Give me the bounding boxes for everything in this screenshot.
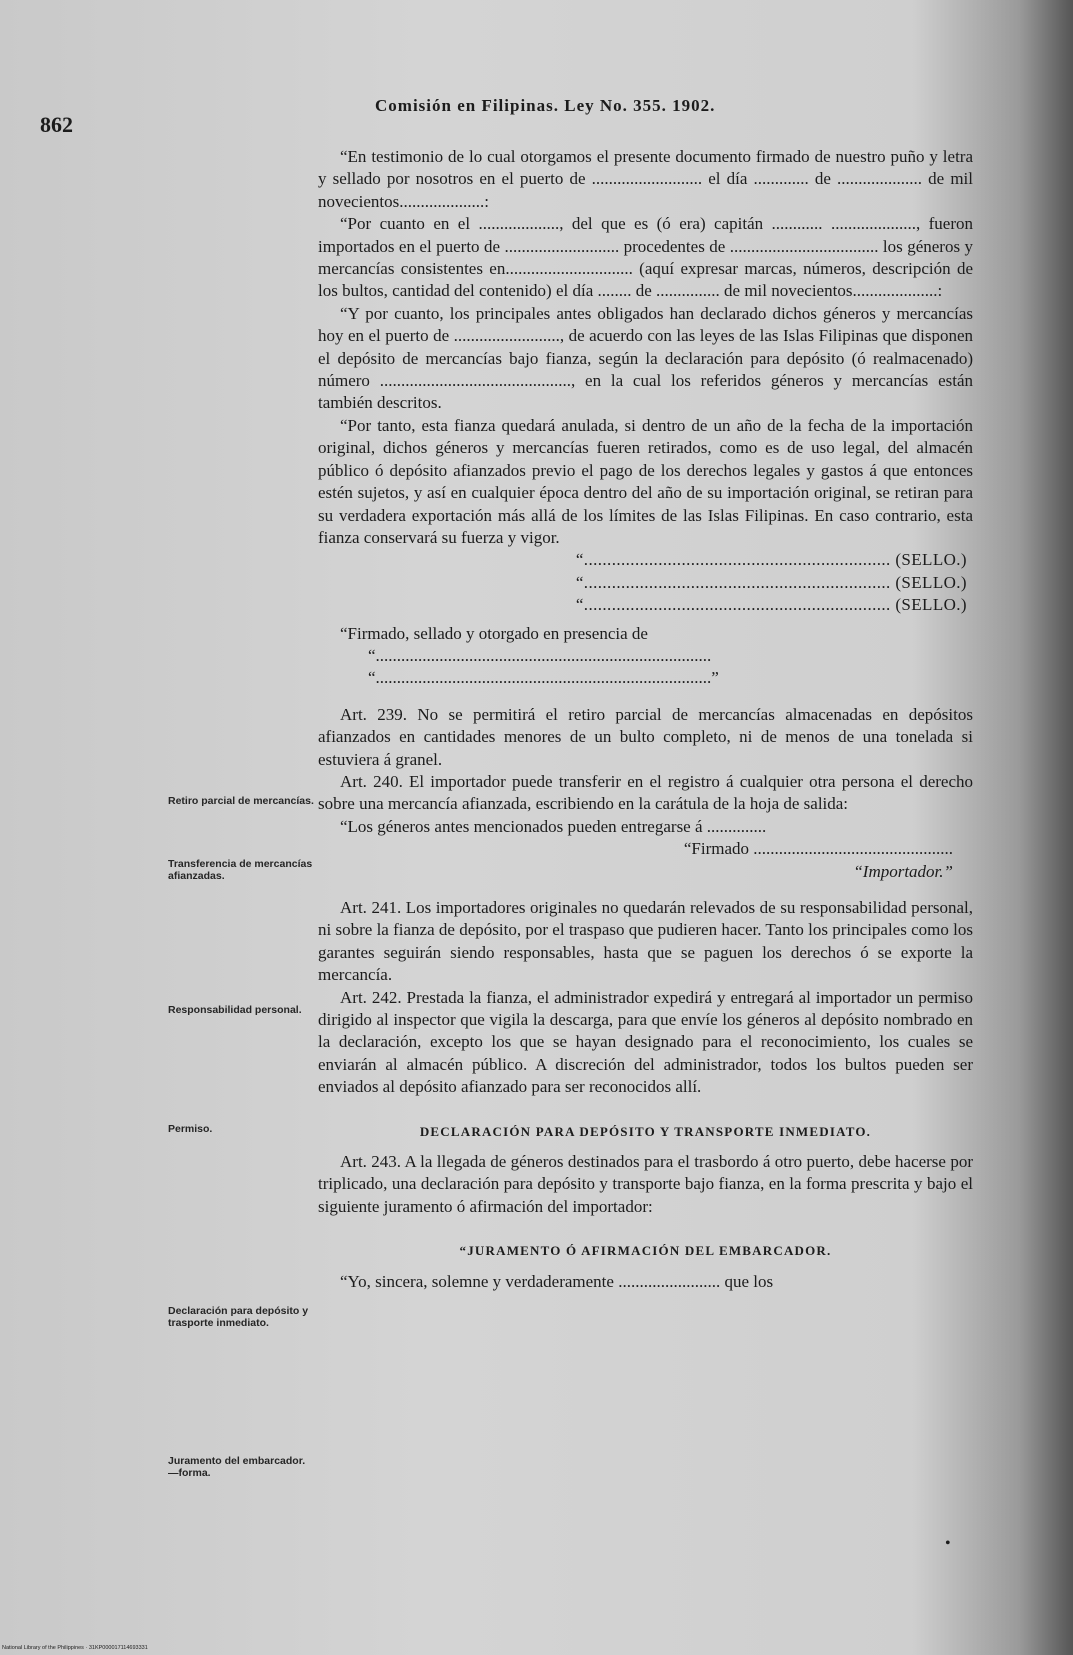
- margin-note-responsabilidad: Responsabilidad personal.: [168, 1004, 302, 1016]
- oath-first-line: “Yo, sincera, solemne y verdaderamente ........................ que los: [340, 1271, 774, 1291]
- margin-note-permiso: Permiso.: [168, 1123, 213, 1135]
- page-number: 862: [40, 112, 73, 137]
- section-heading: DECLARACIÓN PARA DEPÓSITO Y TRANSPORTE INMEDIATO.: [419, 1123, 872, 1139]
- article-240: Art. 240. El importador puede transferir en el registro á cualquier otra persona el derecho sobre una mercancía afianzada, escribiendo en la carátula de la hoja de salida:: [318, 771, 973, 814]
- margin-note-juramento: Juramento del embarcador. —forma.: [168, 1455, 306, 1479]
- witness-line: “...............................................................................: [368, 645, 712, 665]
- scan-credit: National Library of the Philippines · 31KP000017114693331: [2, 1645, 148, 1651]
- main-text-column: [318, 146, 973, 1293]
- seal-line: “.................................................................. (SELLO.): [575, 572, 967, 592]
- article-242: Art. 242. Prestada la fianza, el administrador expedirá y entregará al importador un permiso dirigido al inspector que vigila la descarga, para que envíe los géneros al depósito nombrado en la declaración, excepto los que se hayan designado para el reconocimiento, los cuales se enviarán al almacén público. A discreción del administrador, todos los bultos pueden ser enviados al depósito afianzado para ser reconocidos allí.: [318, 987, 973, 1097]
- article-239: Art. 239. No se permitirá el retiro parcial de mercancías almacenadas en depósitos afianzados en cantidades menores de un bulto completo, ni de menos de una tonelada si estuviera á granel.: [318, 704, 973, 769]
- bullet-mark: •: [945, 1535, 951, 1552]
- margin-note-transferencia: Transferencia de mercancías afianzadas.: [168, 858, 313, 882]
- paragraph-firmado: “Firmado, sellado y otorgado en presencia de: [340, 623, 648, 643]
- seal-line: “.................................................................. (SELLO.): [575, 550, 967, 570]
- paragraph-y-por-cuanto: “Y por cuanto, los principales antes obligados han declarado dichos géneros y mercancías hoy en el puerto de ........................., de acuerdo con las leyes de las Islas Filipinas que disponen el depósito de mercancías bajo fianza, según la declaración para depósito (ó realmacenado) número ............................................., en la cual los referidos géneros y mercancías están también descritos.: [318, 303, 973, 413]
- signature-line: “Firmado ...............................................: [683, 839, 953, 859]
- article-243: Art. 243. A la llegada de géneros destinados para el trasbordo á otro puerto, debe hacerse por triplicado, una declaración para depósito y transporte bajo fianza, en la forma prescrita y bajo el siguiente juramento ó afirmación del importador:: [318, 1152, 973, 1216]
- paragraph-por-cuanto: “Por cuanto en el ..................., del que es (ó era) capitán ............ ...................., fueron importados en el puerto de ........................... procedentes de ................................... los géneros y mercancías consistentes en.............................. (aquí expresar marcas, números, descripción de los bultos, cantidad del contenido) el día ........ de ............... de mil novecientos....................:: [318, 214, 973, 301]
- margin-note-declaracion: Declaración para depósito y trasporte inmediato.: [168, 1305, 309, 1329]
- paragraph-por-tanto: “Por tanto, esta fianza quedará anulada, si dentro de un año de la fecha de la importación original, dichos géneros y mercancías fueren retirados, como es de uso legal, del almacén público ó depósito afianzados previo el pago de los derechos legales y gastos á que entonces estén sujetos, y así en cualquier época dentro del año de su importación original, se retiran para su verdadera exportación más allá de los límites de las Islas Filipinas. En caso contrario, esta fianza conservará su fuerza y vigor.: [318, 415, 973, 547]
- seal-line: “.................................................................. (SELLO.): [575, 595, 967, 615]
- article-241: Art. 241. Los importadores originales no quedarán relevados de su responsabilidad personal, ni sobre la fianza de depósito, por el traspaso que pudieren hacer. Tanto los principales como los garantes seguirán siendo responsables, hasta que se paguen los derechos ó se exporte la mercancía.: [318, 898, 973, 985]
- margin-note-retiro: Retiro parcial de mercancías.: [168, 795, 314, 807]
- importador-signature: “Importador.”: [853, 861, 953, 881]
- paragraph-testimonio: “En testimonio de lo cual otorgamos el presente documento firmado de nuestro puño y letra y sellado por nosotros en el puerto de .......................... el día ............. de .................... de mil novecientos....................:: [318, 147, 973, 211]
- article-240-quote: “Los géneros antes mencionados pueden entregarse á ..............: [340, 816, 767, 836]
- witness-line: “...............................................................................”: [368, 668, 719, 688]
- oath-heading: “JURAMENTO Ó AFIRMACIÓN DEL EMBARCADOR.: [459, 1243, 832, 1259]
- running-title: Comisión en Filipinas. Ley No. 355. 1902.: [375, 96, 716, 115]
